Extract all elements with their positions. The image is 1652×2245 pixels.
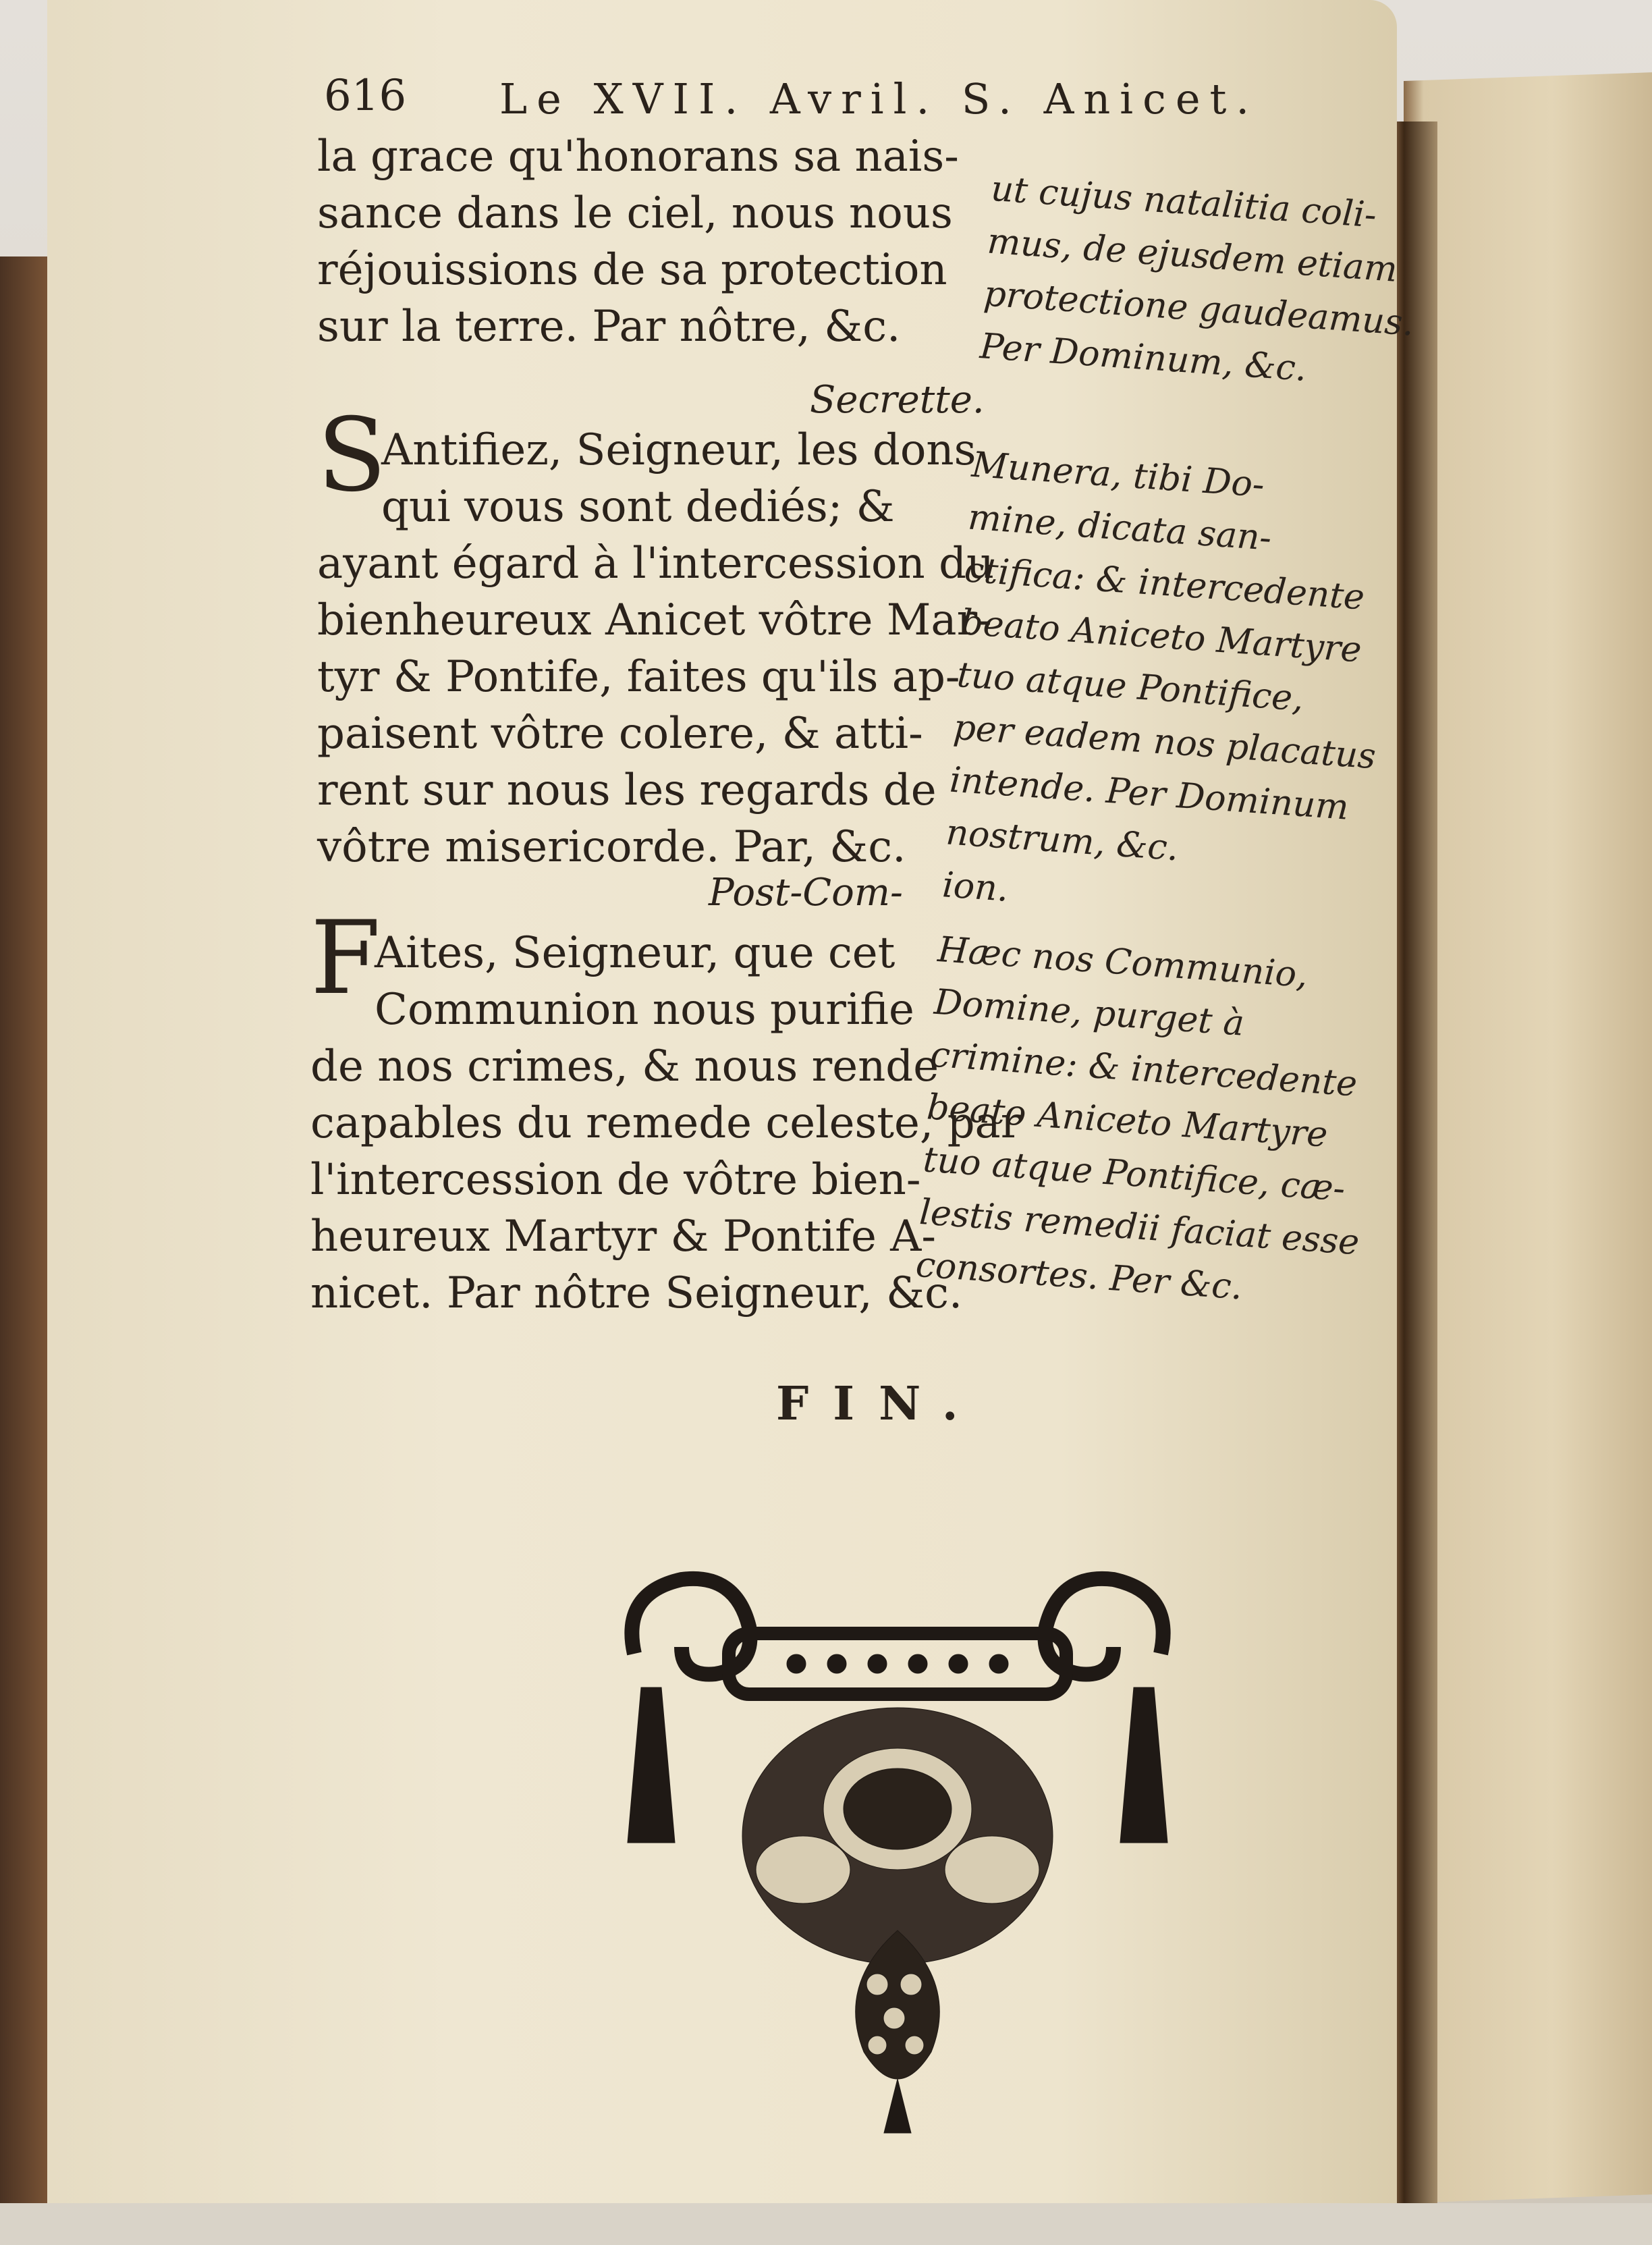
latin-line: Munera, tibi Do- (970, 444, 1266, 506)
drop-cap: S (317, 397, 387, 514)
latin-line: Domine, purget à (933, 981, 1246, 1044)
latin-line: beato Aniceto Martyre (959, 602, 1363, 671)
french-line: rent sur nous les regards de (317, 765, 937, 815)
french-line: ayant égard à l'intercession du (317, 539, 995, 589)
french-line: vôtre misericorde. Par, &c. (317, 822, 906, 872)
latin-line: ctifica: & intercedente (963, 549, 1366, 618)
latin-line: nostrum, &c. (944, 812, 1180, 869)
latin-line: per eadem nos placatus (952, 707, 1377, 778)
latin-line: ut cujus natalitia coli- (989, 168, 1378, 236)
french-line: Aites, Seigneur, que cet (375, 928, 896, 978)
french-line: réjouissions de sa protection (317, 245, 947, 295)
latin-line: tuo atque Pontifice, cæ- (921, 1139, 1347, 1210)
french-line: bienheureux Anicet vôtre Mar- (317, 595, 992, 645)
woodcut-ornament (580, 1552, 1215, 2146)
latin-line: crimine: & intercedente (929, 1034, 1358, 1105)
french-line: capables du remede celeste, par (310, 1098, 1022, 1148)
french-line: tyr & Pontife, faites qu'ils ap- (317, 652, 960, 702)
fin-heading: FIN. (776, 1377, 983, 1431)
latin-line: Per Dominum, &c. (979, 326, 1309, 389)
french-line: heureux Martyr & Pontife A- (310, 1212, 936, 1262)
latin-line: beato Aniceto Martyre (925, 1087, 1329, 1156)
french-line: nicet. Par nôtre Seigneur, &c. (310, 1268, 963, 1318)
french-line: qui vous sont dediés; & (381, 482, 895, 532)
latin-line: protectione gaudeamus. (982, 273, 1416, 344)
latin-line: Hæc nos Communio, (936, 929, 1309, 996)
french-line: sance dans le ciel, nous nous (317, 188, 953, 238)
latin-line: mus, de ejusdem etiam (986, 221, 1399, 290)
french-line: Communion nous purifie (375, 985, 914, 1035)
running-header: Le XVII. Avril. S. Anicet. (499, 74, 1259, 124)
latin-line: mine, dicata san- (966, 497, 1273, 559)
french-line: sur la terre. Par nôtre, &c. (317, 302, 901, 352)
latin-rubric: ion. (941, 865, 1010, 910)
latin-line: consortes. Per &c. (914, 1244, 1244, 1308)
drop-cap: F (310, 900, 381, 1017)
rubric-secrette: Secrette. (810, 378, 985, 422)
page-number: 616 (324, 71, 407, 121)
french-line: l'intercession de vôtre bien- (310, 1155, 921, 1205)
french-line: paisent vôtre colere, & atti- (317, 709, 923, 759)
latin-line: intende. Per Dominum (948, 759, 1350, 828)
french-line: de nos crimes, & nous rende (310, 1042, 939, 1091)
french-line: la grace qu'honorans sa nais- (317, 132, 959, 182)
rubric-postcom: Post-Com- (709, 871, 903, 915)
latin-line: tuo atque Pontifice, (956, 654, 1305, 720)
latin-line: lestis remedii faciat esse (918, 1192, 1361, 1264)
french-line: Antifiez, Seigneur, les dons (381, 425, 976, 475)
